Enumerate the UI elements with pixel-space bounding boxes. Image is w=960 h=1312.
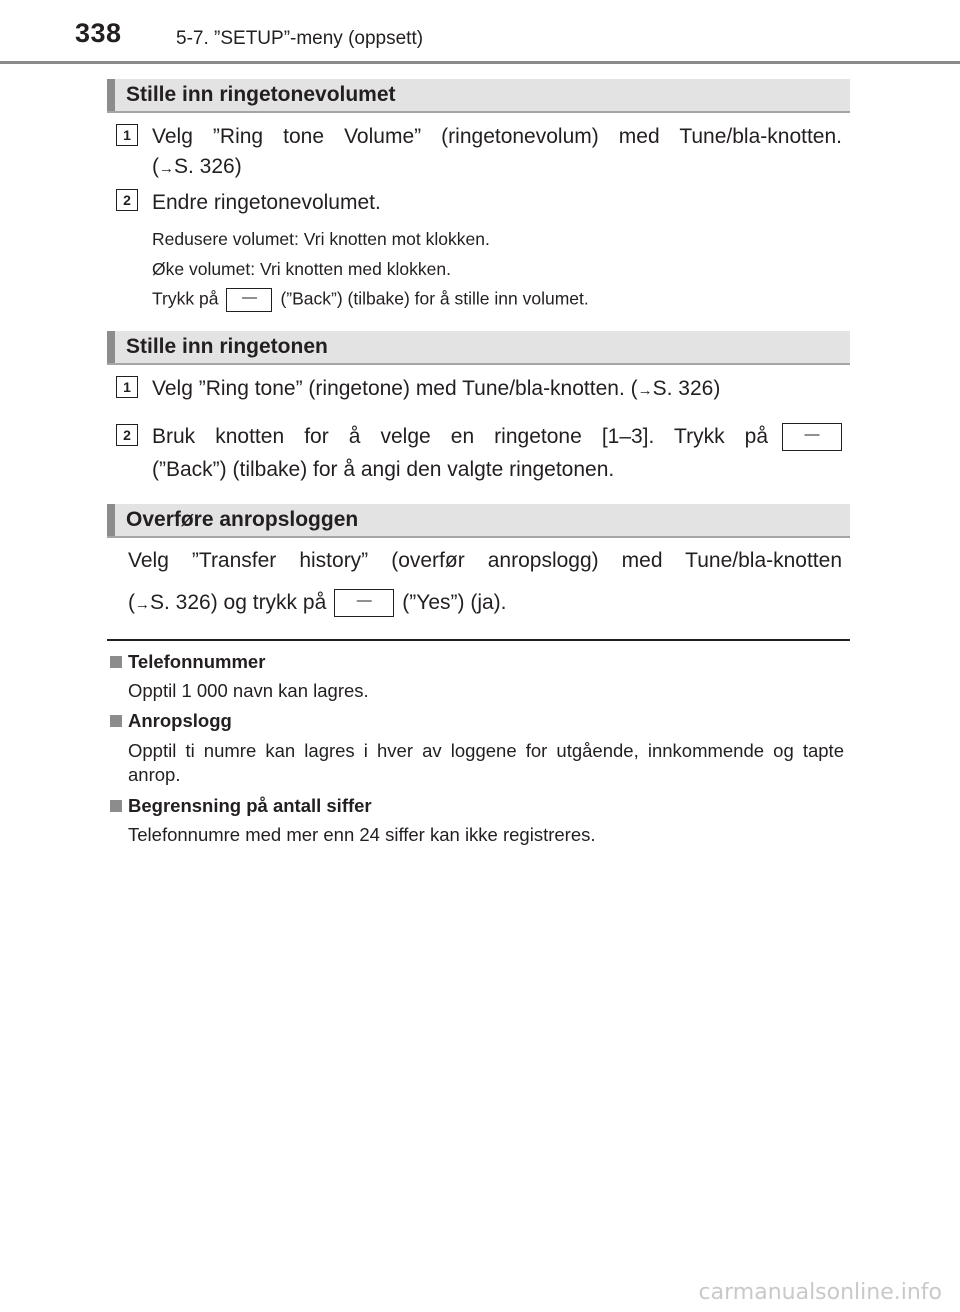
- section-title: Stille inn ringetonevolumet: [126, 83, 396, 106]
- step-number-badge: 2: [116, 424, 138, 446]
- paren-open: (: [152, 155, 159, 178]
- section-accent: [107, 331, 115, 363]
- page-number: 338: [75, 18, 122, 48]
- section-bar-ringtone: [107, 331, 850, 365]
- section-bar-ringtone-volume: [107, 79, 850, 113]
- sub-instruction-post: (”Back”) (tilbake) for å stille inn volumet.: [280, 288, 589, 309]
- sub-instruction: Øke volumet: Vri knotten med klokken.: [152, 259, 451, 279]
- section-title: Overføre anropsloggen: [126, 508, 359, 531]
- step-text-pre: Bruk knotten for å velge en ringetone [1–3]. Trykk på: [152, 425, 768, 448]
- step-text-continued: (”Back”) (tilbake) for å angi den valgte ringetonen.: [152, 458, 615, 481]
- square-bullet-icon: [110, 715, 122, 727]
- sub-instruction-pre: Trykk på: [152, 288, 219, 309]
- step-text-pre: Velg ”Ring tone” (ringetone) med Tune/bla-knotten. (: [152, 377, 638, 400]
- instruction-text-continued: [128, 588, 842, 620]
- yes-button-icon: —: [334, 589, 394, 617]
- note-heading-text: Anropslogg: [128, 710, 232, 731]
- note-heading: [110, 710, 232, 732]
- sub-instruction: Redusere volumet: Vri knotten mot klokken.: [152, 229, 490, 249]
- note-heading: [110, 651, 265, 673]
- instruction-post: (”Yes”) (ja).: [402, 591, 507, 614]
- sub-instruction: [152, 288, 589, 312]
- step-text: Velg ”Ring tone Volume” (ringetonevolum) med Tune/bla-knotten.: [152, 125, 842, 148]
- step-number-badge: 1: [116, 376, 138, 398]
- step-text: [152, 422, 842, 452]
- page-ref: S. 326) og trykk på: [150, 591, 327, 614]
- step-number-badge: 2: [116, 189, 138, 211]
- paren-open: (: [128, 591, 135, 614]
- arrow-icon: →: [159, 160, 174, 177]
- step-text: [152, 374, 842, 406]
- note-text: Opptil ti numre kan lagres i hver av loggene for utgående, innkommende og tapte anrop.: [128, 740, 844, 785]
- back-button-icon: —: [226, 288, 272, 312]
- note-text: Opptil 1 000 navn kan lagres.: [128, 680, 369, 701]
- page-ref: S. 326): [174, 155, 242, 178]
- section-accent: [107, 504, 115, 536]
- note-heading-text: Telefonnummer: [128, 651, 266, 672]
- section-title: Stille inn ringetonen: [126, 335, 328, 358]
- watermark: carmanualsonline.info: [698, 1280, 942, 1305]
- page-ref: S. 326): [652, 377, 721, 400]
- step-text: Endre ringetonevolumet.: [152, 191, 381, 214]
- note-heading: [110, 795, 372, 817]
- section-heading: 5-7. ”SETUP”-meny (oppsett): [176, 28, 424, 49]
- section-bar-transfer-history: [107, 504, 850, 538]
- note-heading-text: Begrensning på antall siffer: [128, 795, 372, 816]
- square-bullet-icon: [110, 800, 122, 812]
- notes-divider: [107, 639, 850, 641]
- section-accent: [107, 79, 115, 111]
- arrow-icon: →: [637, 382, 653, 399]
- square-bullet-icon: [110, 656, 122, 668]
- note-text: Telefonnumre med mer enn 24 siffer kan ikke registreres.: [128, 824, 596, 845]
- arrow-icon: →: [135, 596, 150, 613]
- back-button-icon: —: [782, 423, 842, 451]
- step-text-continued: [152, 152, 842, 184]
- header-divider: [0, 61, 960, 64]
- instruction-text: Velg ”Transfer history” (overfør anropslogg) med Tune/bla-knotten: [128, 549, 842, 572]
- step-number-badge: 1: [116, 124, 138, 146]
